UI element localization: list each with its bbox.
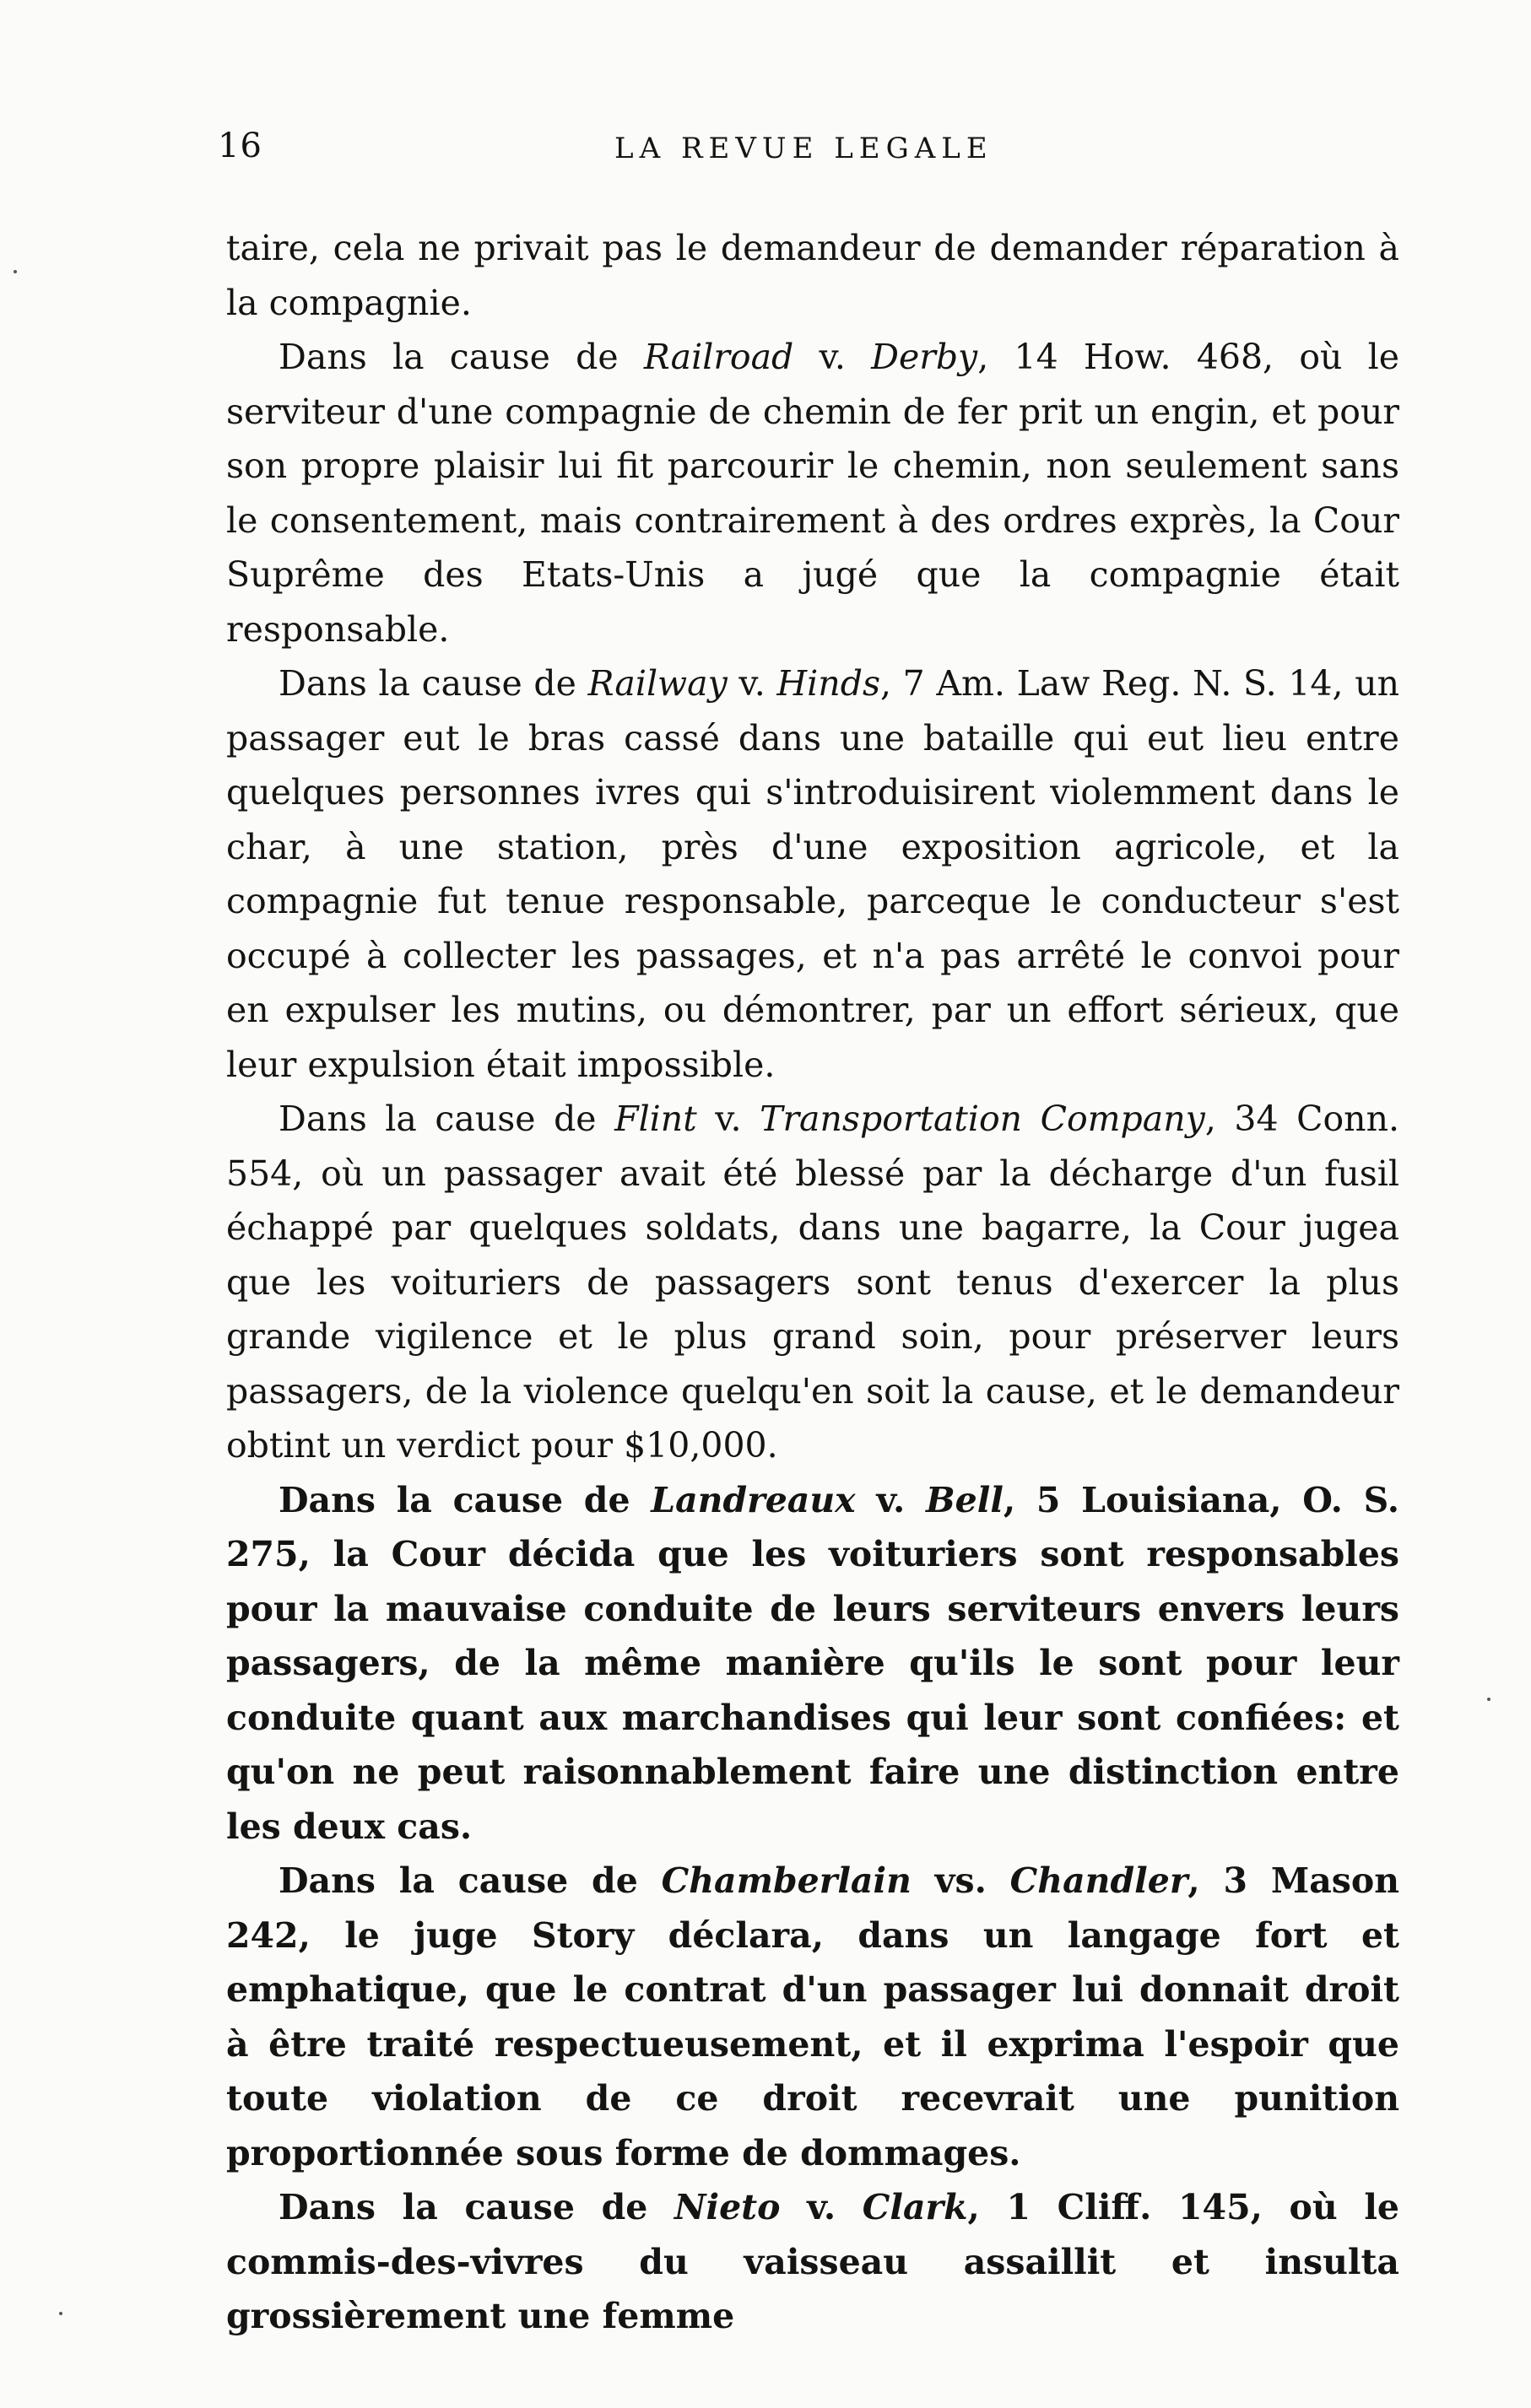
case-party-name: Nieto: [674, 2187, 781, 2227]
paragraph-text: taire, cela ne privait pas le demandeur de demander réparation à la compagnie.: [226, 228, 1399, 323]
scan-speck: [1487, 1698, 1490, 1701]
paragraph-text: Dans la cause de: [279, 1479, 652, 1520]
case-party-name: Chandler: [1009, 1860, 1188, 1901]
case-party-name: Railway: [587, 663, 728, 704]
case-party-name: Landreaux: [651, 1479, 856, 1520]
paragraph-text: Dans la cause de: [279, 1099, 615, 1139]
paragraph-chamberlain-v-chandler: [226, 1854, 1399, 2180]
case-party-name: Hinds: [776, 663, 880, 704]
paragraph-landreaux-v-bell: [226, 1473, 1399, 1855]
case-party-name: Bell: [926, 1479, 1004, 1520]
paragraph-text: , 1 Cliff. 145, où le commis-des-vivres du vaisseau assaillit et insulta grossièrement une femme: [226, 2187, 1399, 2336]
paragraph-text: , 14 How. 468, où le serviteur d'une compagnie de chemin de fer prit un engin, et pour son propre plaisir lui fit parcourir le chemin, non seulement sans le consentement, mais contrairement à des ordres exprès, la Cour Suprême des Etats-Unis a jugé que la compagnie était responsable.: [226, 337, 1400, 650]
paragraph-text: v.: [696, 1099, 760, 1139]
paragraph-text: v.: [855, 1479, 927, 1520]
body-text: [226, 221, 1399, 2344]
paragraph-text: v.: [727, 663, 777, 704]
paragraph-text: , 5 Louisiana, O. S. 275, la Cour décida que les voituriers sont responsables pour la mauvaise conduite de leurs serviteurs envers leurs passagers, de la même manière qu'ils le sont pour leur conduite quant aux marchandises qui leur sont confiées: et qu'on ne peut raisonnablement faire une distinction entre les deux cas.: [226, 1479, 1399, 1847]
page-number: 16: [218, 127, 262, 165]
paragraph-text: Dans la cause de: [279, 337, 644, 377]
paragraph-railroad-v-derby: [226, 330, 1399, 656]
paragraph-flint-v-transportation: [226, 1092, 1399, 1473]
case-party-name: Chamberlain: [661, 1860, 912, 1901]
case-party-name: Transportation Company: [760, 1099, 1205, 1139]
paragraph-text: , 7 Am. Law Reg. N. S. 14, un passager eut le bras cassé dans une bataille qui eut lieu entre quelques personnes ivres qui s'introduisirent violemment dans le char, à une station, près d'une exposition agricole, et la compagnie fut tenue responsable, parceque le conducteur s'est occupé à collecter les passages, et n'a pas arrêté le convoi pour en expulser les mutins, ou démontrer, par un effort sérieux, que leur expulsion était impossible.: [226, 663, 1400, 1085]
paragraph-text: vs.: [911, 1860, 1010, 1901]
case-party-name: Derby: [871, 337, 978, 377]
paragraph-continued: [226, 221, 1399, 330]
paragraph-text: Dans la cause de: [279, 1860, 662, 1901]
case-party-name: Clark: [862, 2187, 968, 2227]
paragraph-text: Dans la cause de: [279, 663, 588, 704]
paragraph-railway-v-hinds: [226, 656, 1399, 1092]
paragraph-text: v.: [780, 2187, 863, 2227]
paragraph-text: Dans la cause de: [279, 2187, 675, 2227]
paragraph-text: , 3 Mason 242, le juge Story déclara, dans un langage fort et emphatique, que le contrat d'un passager lui donnait droit à être traité respectueusement, et il exprima l'espoir que toute violation de ce droit recevrait une punition proportionnée sous forme de dommages.: [226, 1860, 1400, 2173]
scan-speck: [59, 2312, 62, 2315]
paragraph-text: , 34 Conn. 554, où un passager avait été blessé par la décharge d'un fusil échappé par quelques soldats, dans une bagarre, la Cour jugea que les voituriers de passagers sont tenus d'exercer la plus grande vigilence et le plus grand soin, pour préserver leurs passagers, de la violence quelqu'en soit la cause, et le demandeur obtint un verdict pour $10,000.: [226, 1099, 1400, 1466]
case-party-name: Railroad: [643, 337, 794, 377]
case-party-name: Flint: [614, 1099, 697, 1139]
scan-speck: [14, 270, 17, 273]
paragraph-nieto-v-clark: [226, 2180, 1399, 2344]
running-head: [218, 127, 1399, 177]
journal-title: LA REVUE LEGALE: [614, 132, 993, 165]
paragraph-text: v.: [793, 337, 872, 377]
